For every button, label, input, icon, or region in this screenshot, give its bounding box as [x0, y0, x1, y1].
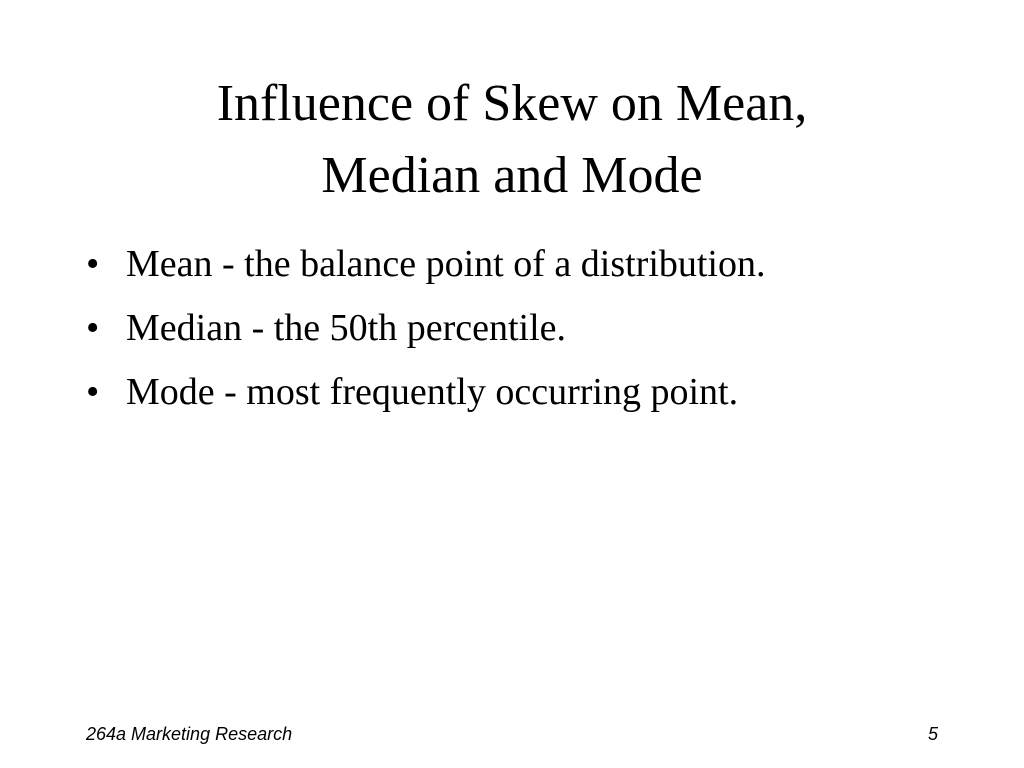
- bullet-item-median: [86, 296, 766, 360]
- bullet-text: Mean - the balance point of a distribution.: [126, 243, 766, 285]
- slide-title-line-2: Median and Mode: [321, 147, 703, 204]
- bullet-marker: •: [86, 243, 100, 285]
- slide-title: [0, 68, 1024, 212]
- footer-course-name: 264a Marketing Research: [86, 724, 293, 744]
- bullet-text: Median - the 50th percentile.: [126, 307, 567, 349]
- slide-page-number: 5: [927, 724, 938, 744]
- bullet-item-mean: [86, 232, 766, 296]
- bullet-marker: •: [86, 307, 100, 349]
- bullet-list: [86, 232, 766, 424]
- bullet-item-mode: [86, 360, 766, 424]
- slide-title-line-1: Influence of Skew on Mean,: [216, 75, 808, 132]
- bullet-text: Mode - most frequently occurring point.: [126, 371, 739, 413]
- bullet-marker: •: [86, 371, 100, 413]
